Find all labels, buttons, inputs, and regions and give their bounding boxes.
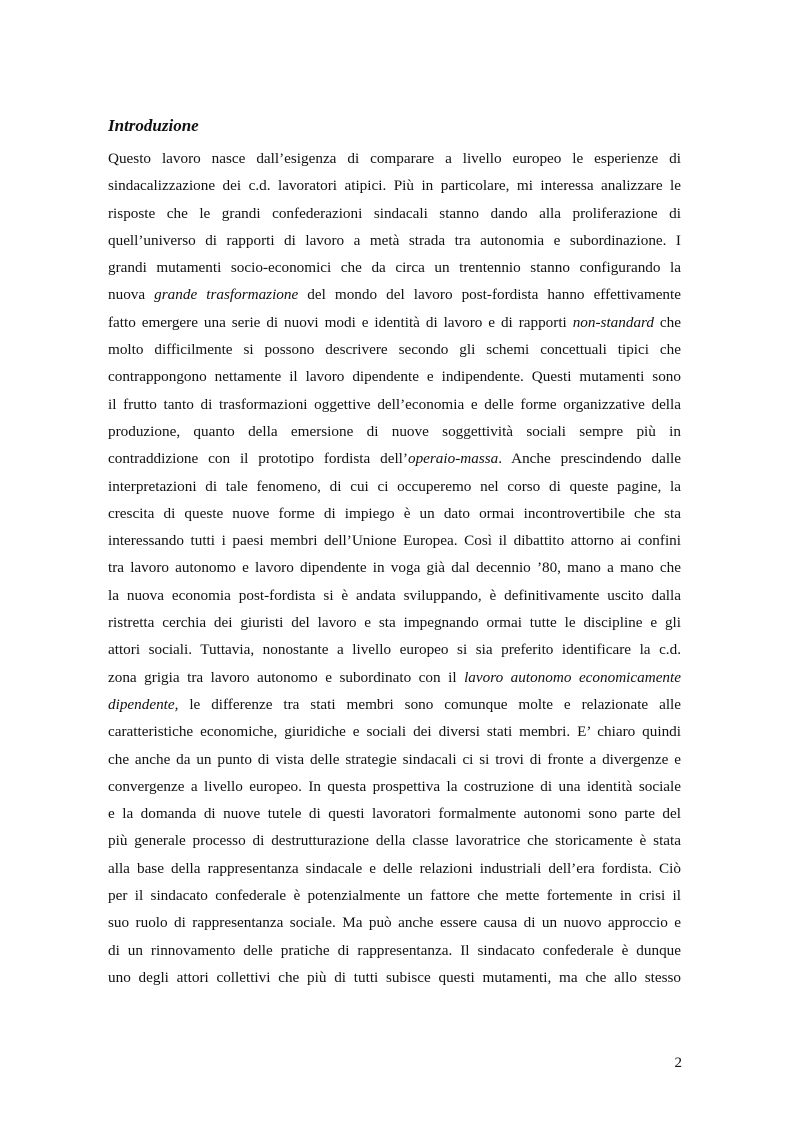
text-run: la nuova economia post-fordista si è andata sviluppando, è definitivamente uscito dalla (108, 586, 681, 604)
text-line (108, 609, 681, 636)
text-line (108, 664, 681, 691)
italic-text: non-standard (572, 313, 654, 331)
text-line (108, 309, 681, 336)
text-line (108, 746, 681, 773)
text-line (108, 554, 681, 581)
text-run: fatto emergere una serie di nuovi modi e identità di lavoro e di rapporti (108, 313, 573, 331)
text-run: e la domanda di nuove tutele di questi lavoratori formalmente autonomi sono parte del (108, 805, 681, 823)
text-run: attori sociali. Tuttavia, nonostante a livello europeo si sia preferito identificare la c.d. (108, 641, 681, 659)
text-line (108, 527, 681, 554)
text-run: suo ruolo di rappresentanza sociale. Ma può anche essere causa di un nuovo approccio e (108, 914, 681, 932)
text-line (108, 855, 681, 882)
text-run: sindacalizzazione dei c.d. lavoratori atipici. Più in particolare, mi interessa analizzare le (108, 177, 681, 195)
text-run: interpretazioni di tale fenomeno, di cui ci occuperemo nel corso di queste pagine, la (108, 477, 681, 495)
text-run: caratteristiche economiche, giuridiche e sociali dei diversi stati membri. E’ chiaro quindi (108, 723, 681, 741)
text-line (108, 473, 681, 500)
text-run: contrappongono nettamente il lavoro dipendente e indipendente. Questi mutamenti sono (108, 368, 681, 386)
text-line (108, 227, 681, 254)
text-run: che anche da un punto di vista delle strategie sindacali ci si trovi di fronte a divergenze e (108, 750, 681, 768)
text-line (108, 363, 681, 390)
text-run: interessando tutti i paesi membri dell’Unione Europea. Così il dibattito attorno ai confini (108, 532, 681, 550)
text-run: Questo lavoro nasce dall’esigenza di comparare a livello europeo le esperienze di (108, 150, 681, 167)
text-run: più generale processo di destrutturazione della classe lavoratrice che storicamente è stata (108, 832, 681, 850)
text-run: . Anche prescindendo dalle (498, 450, 681, 468)
text-line (108, 582, 681, 609)
text-line (108, 500, 681, 527)
text-run: il frutto tanto di trasformazioni oggettive dell’economia e delle forme organizzative della (108, 395, 681, 413)
text-run: ristretta cerchia dei giuristi del lavoro e sta impegnando ormai tutte le discipline e gli (108, 614, 681, 632)
text-run: uno degli attori collettivi che più di tutti subisce questi mutamenti, ma che allo stesso (108, 968, 681, 986)
body-paragraph (108, 145, 681, 991)
text-run: le differenze tra stati membri sono comunque molte e relazionate alle (178, 695, 681, 713)
text-line (108, 909, 681, 936)
text-run: tra lavoro autonomo e lavoro dipendente in voga già dal decennio ’80, mano a mano che (108, 559, 681, 577)
text-line (108, 391, 681, 418)
text-run: grandi mutamenti socio-economici che da circa un trentennio stanno configurando la (108, 259, 681, 277)
text-run: crescita di queste nuove forme di impiego è un dato ormai incontrovertibile che sta (108, 504, 681, 522)
text-line (108, 691, 681, 718)
italic-text: lavoro autonomo economicamente (464, 668, 681, 686)
text-line (108, 937, 681, 964)
section-heading: Introduzione (108, 116, 199, 135)
text-run: che (654, 313, 681, 331)
page-number: 2 (674, 1055, 682, 1071)
italic-text: dipendente, (108, 695, 179, 713)
text-run: contraddizione con il prototipo fordista dell’ (108, 450, 408, 468)
text-run: convergenze a livello europeo. In questa prospettiva la costruzione di una identità sociale (108, 777, 681, 795)
text-line (108, 882, 681, 909)
text-run: zona grigia tra lavoro autonomo e subordinato con il (108, 668, 465, 686)
text-run: per il sindacato confederale è potenzialmente un fattore che mette fortemente in crisi il (108, 887, 681, 905)
text-line (108, 145, 681, 172)
text-line (108, 336, 681, 363)
text-run: di un rinnovamento delle pratiche di rappresentanza. Il sindacato confederale è dunque (108, 941, 681, 959)
text-run: quell’universo di rapporti di lavoro a metà strada tra autonomia e subordinazione. I (108, 231, 681, 249)
italic-text: operaio-massa (407, 450, 499, 468)
text-line (108, 773, 681, 800)
italic-text: grande trasformazione (154, 286, 299, 304)
text-line (108, 636, 681, 663)
text-line (108, 418, 681, 445)
text-line (108, 800, 681, 827)
text-run: molto difficilmente si possono descrivere secondo gli schemi concettuali tipici che (108, 341, 681, 359)
text-run: risposte che le grandi confederazioni sindacali stanno dando alla proliferazione di (108, 204, 681, 222)
text-run: del mondo del lavoro post-fordista hanno effettivamente (298, 286, 681, 304)
text-line (108, 827, 681, 854)
text-line (108, 445, 681, 472)
text-line (108, 964, 681, 991)
text-run: produzione, quanto della emersione di nuove soggettività sociali sempre più in (108, 422, 681, 440)
text-line (108, 718, 681, 745)
text-line (108, 254, 681, 281)
text-run: nuova (108, 286, 155, 304)
text-line (108, 281, 681, 308)
text-line (108, 172, 681, 199)
text-line (108, 200, 681, 227)
text-run: alla base della rappresentanza sindacale e delle relazioni industriali dell’era fordista. Ciò (108, 859, 681, 877)
